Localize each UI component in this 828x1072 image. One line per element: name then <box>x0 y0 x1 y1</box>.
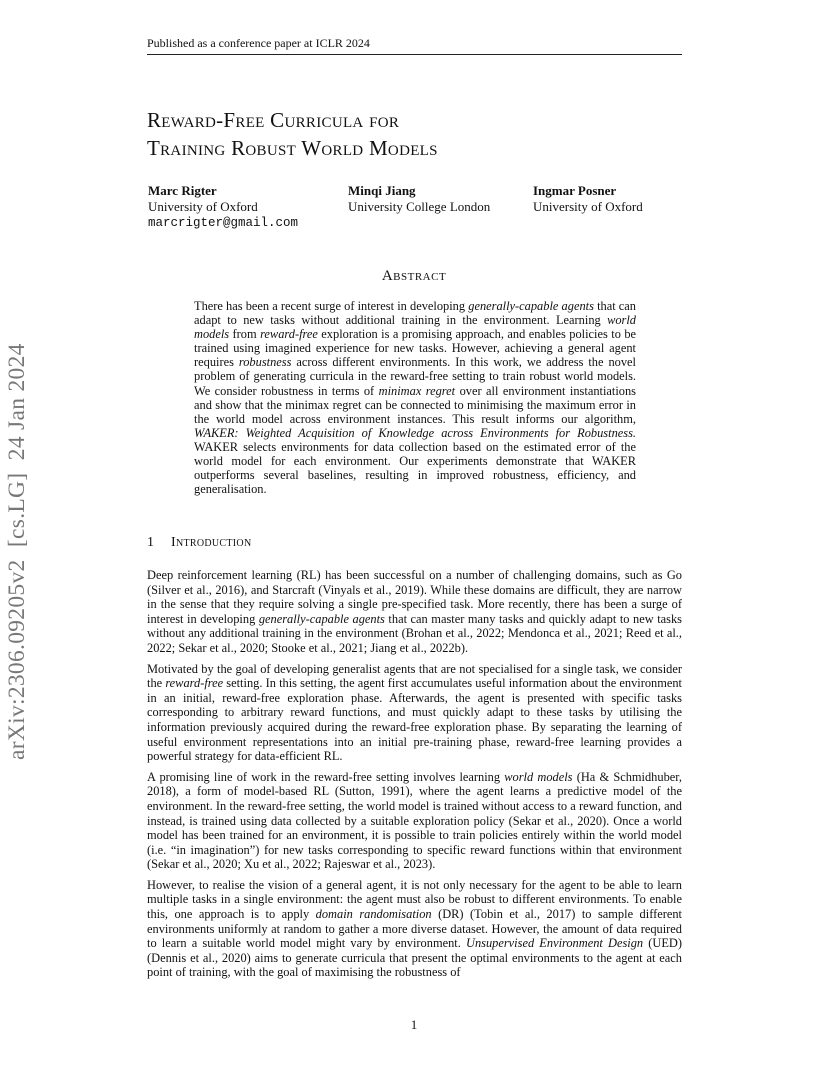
abstract-heading: Abstract <box>381 268 447 284</box>
arxiv-stamp: arXiv:2306.09205v2 [cs.LG] 24 Jan 2024 <box>4 343 30 760</box>
paragraph: Deep reinforcement learning (RL) has been successful on a number of challenging domains, such as Go (Silver et al., 2016), and Starcraft (Vinyals et al., 2019). While these domains are difficult, they are narrow in the sense that they require solving a single pre-specified task. More recently, there has been a surge of interest in developing generally-capable agents that can master many tasks and quickly adapt to new tasks without any additional training in the environment (Brohan et al., 2022; Mendonca et al., 2021; Reed et al., 2022; Sekar et al., 2020; Stooke et al., 2021; Jiang et al., 2022b). <box>147 568 682 655</box>
section-title: Introduction <box>171 535 252 550</box>
running-header: Published as a conference paper at ICLR 2024 <box>147 36 370 50</box>
title-line-1: Reward-Free Curricula for <box>147 108 400 132</box>
author-name: Marc Rigter <box>148 183 217 198</box>
author-affiliation: University of Oxford <box>148 199 258 214</box>
page-number: 1 <box>410 1017 418 1032</box>
paragraph: A promising line of work in the reward-free setting involves learning world models (Ha & Schmidhuber, 2018), a form of model-based RL (Sutton, 1991), where the agent learns a predictive model of the environment. In the reward-free setting, the world model is trained without access to a reward function, and instead, is trained using data collected by a suitable exploration policy (Sekar et al., 2020). Once a world model has been trained for an environment, it is possible to train policies entirely within the world model (i.e. “in imagination”) for new tasks corresponding to specific reward functions within that environment (Sekar et al., 2020; Xu et al., 2022; Rajeswar et al., 2023). <box>147 769 682 872</box>
section-number: 1 <box>147 535 154 550</box>
abstract-text: There has been a recent surge of interest in developing generally-capable agents that can adapt to new tasks without additional training in the environment. Learning world models from reward-free exploration is a promising approach, and enables policies to be trained using imagined experience for new tasks. However, achieving a general agent requires robustness across different environments. In this work, we address the novel problem of generating curricula in the reward-free setting to train robust world models. We consider robustness in terms of minimax regret over all environment instantiations and show that the minimax regret can be connected to minimising the maximum error in the world model across environment instances. This result informs our algorithm, WAKER: Weighted Acquisition of Knowledge across Environments for Robustness. WAKER selects environments for data collection based on the estimated error of the world model for each environment. Our experiments demonstrate that WAKER outperforms several baselines, resulting in improved robustness, efficiency, and generalisation. <box>194 299 637 497</box>
author-2 <box>348 183 490 215</box>
paper-title <box>147 106 687 162</box>
author-affiliation: University of Oxford <box>533 199 643 214</box>
section-heading <box>147 535 251 551</box>
author-name: Ingmar Posner <box>533 183 617 198</box>
introduction-body <box>147 568 682 986</box>
header-rule <box>147 54 682 55</box>
author-3 <box>533 183 643 215</box>
author-affiliation: University College London <box>348 199 491 214</box>
author-email: marcrigter@gmail.com <box>148 216 299 230</box>
author-1 <box>148 183 298 231</box>
title-line-2: Training Robust World Models <box>147 136 438 160</box>
author-name: Minqi Jiang <box>348 183 416 198</box>
paragraph: However, to realise the vision of a general agent, it is not only necessary for the agent to be able to learn multiple tasks in a single environment: the agent must also be robust to different environments. To enable this, one approach is to apply domain randomisation (DR) (Tobin et al., 2017) to sample different environments uniformly at random to gather a more diverse dataset. However, the amount of data required to learn a suitable world model might vary by environment. Unsupervised Environment Design (UED) (Dennis et al., 2020) aims to generate curricula that present the optimal environments to the agent at each point of training, with the goal of maximising the robustness of <box>147 877 682 980</box>
paragraph: Motivated by the goal of developing generalist agents that are not specialised for a single task, we consider the reward-free setting. In this setting, the agent first accumulates useful information about the environment in an initial, reward-free exploration phase. Afterwards, the agent is presented with specific tasks corresponding to arbitrary reward functions, and must quickly adapt to these tasks by utilising the information previously acquired during the reward-free exploration phase. By separating the learning of useful environment representations into an initial pre-training phase, reward-free learning provides a powerful strategy for data-efficient RL. <box>147 661 682 764</box>
